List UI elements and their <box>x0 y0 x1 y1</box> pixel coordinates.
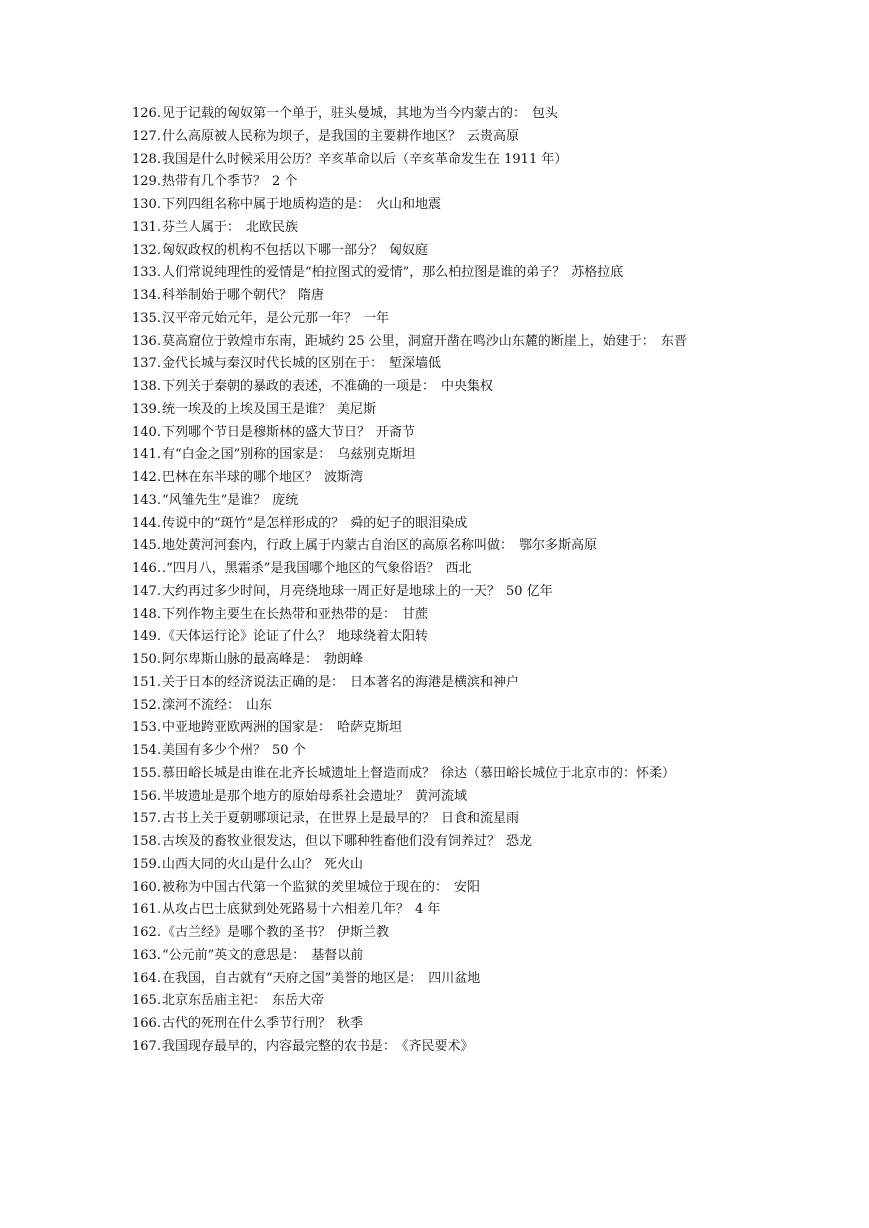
list-item <box>132 786 744 809</box>
answer-text: 苏格拉底 <box>571 265 624 281</box>
question-number: 131. <box>132 219 161 235</box>
answer-text: 4 年 <box>415 902 441 918</box>
question-text: 汉平帝元始元年，是公元那一年？ <box>162 310 358 326</box>
question-text: 《天体运行论》论证了什么？ <box>162 629 332 645</box>
answer-text: 勃朗峰 <box>324 652 364 667</box>
list-item <box>132 308 744 331</box>
answer-text: 火山和地震 <box>376 197 442 212</box>
answer-text: 甘蔗 <box>402 606 429 622</box>
list-item <box>132 149 744 172</box>
question-text: 下列关于秦朝的暴政的表述，不准确的一项是： <box>162 379 436 394</box>
answer-text: 云贵高原 <box>467 128 520 144</box>
question-number: 155. <box>132 765 161 781</box>
answer-text: 一年 <box>363 310 390 326</box>
list-item <box>132 1013 744 1036</box>
question-number: 140. <box>132 424 161 440</box>
list-item <box>132 1036 744 1059</box>
list-item <box>132 854 744 877</box>
question-number: 167. <box>132 1038 161 1054</box>
question-number: 166. <box>132 1016 161 1031</box>
list-item <box>132 558 744 581</box>
question-number: 154. <box>132 743 161 758</box>
answer-text: 西北 <box>445 561 472 576</box>
question-text: 下列哪个节日是穆斯林的盛大节日？ <box>162 424 371 440</box>
list-item <box>132 672 744 695</box>
list-item <box>132 968 744 991</box>
question-number: 157. <box>132 811 161 827</box>
list-item <box>132 945 744 968</box>
question-text: 关于日本的经济说法正确的是： <box>162 674 345 690</box>
list-item <box>132 444 744 467</box>
question-number: 150. <box>132 652 161 667</box>
question-text: 巴林在东半球的哪个地区？ <box>162 470 319 485</box>
question-number: 137. <box>132 356 161 372</box>
list-item <box>132 581 744 604</box>
question-text: 慕田峪长城是由谁在北齐长城遗址上督造而成？ <box>162 765 436 781</box>
question-number: 148. <box>132 606 161 622</box>
answer-text: 50 个 <box>272 743 306 758</box>
answer-text: 徐达（慕田峪长城位于北京市的：怀柔） <box>441 765 676 781</box>
question-text: 统一埃及的上埃及国王是谁？ <box>162 401 332 417</box>
list-item <box>132 262 744 285</box>
question-number: 134. <box>132 288 161 303</box>
question-text: 北京东岳庙主祀： <box>162 993 267 1009</box>
question-number: 133. <box>132 265 161 281</box>
answer-text: 庞统 <box>272 492 299 508</box>
question-text: 传说中的“斑竹”是怎样形成的？ <box>162 515 345 531</box>
list-item <box>132 831 744 854</box>
question-text: 下列四组名称中属于地质构造的是： <box>162 197 371 212</box>
list-item <box>132 171 744 194</box>
question-text: 滦河不流经： <box>162 697 241 713</box>
question-number: 158. <box>132 834 161 849</box>
question-text: “风雏先生”是谁？ <box>162 492 267 508</box>
question-text: 莫高窟位于敦煌市东南，距城约 25 公里，洞窟开凿在鸣沙山东麓的断崖上，始建于： <box>162 333 655 349</box>
answer-text: 50 亿年 <box>506 583 553 599</box>
question-number: 162. <box>132 925 161 940</box>
answer-text: 北欧民族 <box>246 219 299 235</box>
question-number: 135. <box>132 310 161 326</box>
document-page <box>132 103 744 1059</box>
list-item <box>132 194 744 217</box>
question-text: 我国现存最早的，内容最完整的农书是： <box>162 1038 397 1054</box>
list-item <box>132 467 744 490</box>
question-number: 139. <box>132 401 161 417</box>
list-item <box>132 285 744 308</box>
answer-text: 山东 <box>246 697 273 713</box>
list-item <box>132 376 744 399</box>
answer-text: 包头 <box>532 106 559 121</box>
list-item <box>132 535 744 558</box>
answer-text: 秋季 <box>337 1016 364 1031</box>
question-text: 地处黄河河套内，行政上属于内蒙古自治区的高原名称叫做： <box>162 538 514 554</box>
answer-text: 伊斯兰教 <box>337 925 390 940</box>
answer-text: 开斋节 <box>376 424 416 440</box>
question-text: 科举制始于哪个朝代？ <box>162 288 293 303</box>
question-list <box>132 103 744 1059</box>
answer-text: 匈奴庭 <box>389 242 429 258</box>
question-number: 144. <box>132 515 161 531</box>
list-item <box>132 353 744 376</box>
answer-text: 日本著名的海港是横滨和神户 <box>350 674 520 690</box>
question-text: 我国是什么时候采用公历？辛亥革命以后（辛亥革命发生在 1911 年） <box>162 151 568 167</box>
question-number: 151. <box>132 674 161 690</box>
question-text: 古埃及的畜牧业很发达，但以下哪种牲畜他们没有饲养过？ <box>162 834 501 849</box>
answer-text: 隋唐 <box>298 288 325 303</box>
question-text: 山西大同的火山是什么山？ <box>162 856 319 872</box>
question-number: 138. <box>132 379 161 394</box>
list-item <box>132 103 744 126</box>
question-text: 有“白金之国”别称的国家是： <box>162 447 332 463</box>
answer-text: 四川盆地 <box>428 970 481 986</box>
question-number: 127. <box>132 128 161 144</box>
list-item <box>132 695 744 718</box>
question-number: 161. <box>132 902 161 918</box>
list-item <box>132 922 744 945</box>
list-item <box>132 763 744 786</box>
answer-text: 中央集权 <box>441 379 494 394</box>
question-number: 156. <box>132 788 161 804</box>
question-text: 《古兰经》是哪个教的圣书？ <box>162 925 332 940</box>
list-item <box>132 990 744 1013</box>
question-text: 什么高原被人民称为坝子，是我国的主要耕作地区？ <box>162 128 462 144</box>
list-item <box>132 717 744 740</box>
question-text: 下列作物主要生在长热带和亚热带的是： <box>162 606 397 622</box>
list-item <box>132 490 744 513</box>
question-text: 人们常说纯理性的爱情是“柏拉图式的爱情”，那么柏拉图是谁的弟子？ <box>162 265 566 281</box>
question-number: 145. <box>132 538 161 554</box>
question-text: 古书上关于夏朝哪项记录，在世界上是最早的？ <box>162 811 436 827</box>
question-text: 见于记载的匈奴第一个单于，驻头曼城，其地为当今内蒙古的： <box>162 106 527 121</box>
question-number: 146. <box>132 561 161 576</box>
question-number: 143. <box>132 492 161 508</box>
question-text: 匈奴政权的机构不包括以下哪一部分？ <box>162 242 384 258</box>
question-number: 128. <box>132 151 161 167</box>
list-item <box>132 649 744 672</box>
question-number: 164. <box>132 970 161 986</box>
question-text: 半坡遗址是那个地方的原始母系社会遗址？ <box>162 788 410 804</box>
question-number: 132. <box>132 242 161 258</box>
question-text: 被称为中国古代第一个监狱的羑里城位于现在的： <box>162 879 449 895</box>
question-text: 大约再过多少时间，月亮绕地球一周正好是地球上的一天？ <box>162 583 501 599</box>
question-number: 130. <box>132 197 161 212</box>
list-item <box>132 740 744 763</box>
answer-text: 安阳 <box>454 879 481 895</box>
list-item <box>132 126 744 149</box>
list-item <box>132 899 744 922</box>
question-text: 美国有多少个州？ <box>162 743 267 758</box>
answer-text: 哈萨克斯坦 <box>337 720 403 736</box>
answer-text: 堑深墙低 <box>389 356 442 372</box>
question-number: 153. <box>132 720 161 736</box>
list-item <box>132 513 744 536</box>
answer-text: 地球绕着太阳转 <box>337 629 429 645</box>
question-number: 163. <box>132 947 161 963</box>
list-item <box>132 877 744 900</box>
question-number: 126. <box>132 106 161 121</box>
answer-text: 乌兹别克斯坦 <box>337 447 416 463</box>
question-number: 147. <box>132 583 161 599</box>
question-number: 159. <box>132 856 161 872</box>
question-text: 中亚地跨亚欧两洲的国家是： <box>162 720 332 736</box>
question-text: 古代的死刑在什么季节行刑？ <box>162 1016 332 1031</box>
list-item <box>132 399 744 422</box>
question-number: 129. <box>132 174 161 190</box>
answer-text: 恐龙 <box>506 834 533 849</box>
answer-text: 死火山 <box>324 856 364 872</box>
answer-text: 东晋 <box>660 333 687 349</box>
question-number: 152. <box>132 697 161 713</box>
answer-text: 波斯湾 <box>324 470 364 485</box>
answer-text: 《齐民要术》 <box>402 1038 474 1054</box>
question-text: 热带有几个季节？ <box>162 174 267 190</box>
answer-text: 东岳大帝 <box>272 993 325 1009</box>
question-text: 在我国，自古就有“天府之国”美誉的地区是： <box>162 970 423 986</box>
answer-text: 基督以前 <box>311 947 364 963</box>
question-number: 142. <box>132 470 161 485</box>
question-text: 金代长城与秦汉时代长城的区别在于： <box>162 356 384 372</box>
answer-text: 美尼斯 <box>337 401 377 417</box>
list-item <box>132 808 744 831</box>
question-text: 芬兰人属于： <box>162 219 241 235</box>
question-text: 阿尔卑斯山脉的最高峰是： <box>162 652 319 667</box>
question-number: 141. <box>132 447 161 463</box>
answer-text: 黄河流域 <box>415 788 468 804</box>
list-item <box>132 626 744 649</box>
list-item <box>132 422 744 445</box>
answer-text: 2 个 <box>272 174 298 190</box>
list-item <box>132 331 744 354</box>
answer-text: 鄂尔多斯高原 <box>519 538 598 554</box>
list-item <box>132 240 744 263</box>
answer-text: 舜的妃子的眼泪染成 <box>350 515 468 531</box>
question-number: 136. <box>132 333 161 349</box>
question-number: 149. <box>132 629 161 645</box>
question-number: 160. <box>132 879 161 895</box>
list-item <box>132 604 744 627</box>
question-number: 165. <box>132 993 161 1009</box>
answer-text: 日食和流星雨 <box>441 811 520 827</box>
question-text: .“四月八，黑霜杀”是我国哪个地区的气象俗语？ <box>162 561 440 576</box>
list-item <box>132 217 744 240</box>
question-text: “公元前”英文的意思是： <box>162 947 306 963</box>
question-text: 从攻占巴士底狱到处死路易十六相差几年？ <box>162 902 410 918</box>
